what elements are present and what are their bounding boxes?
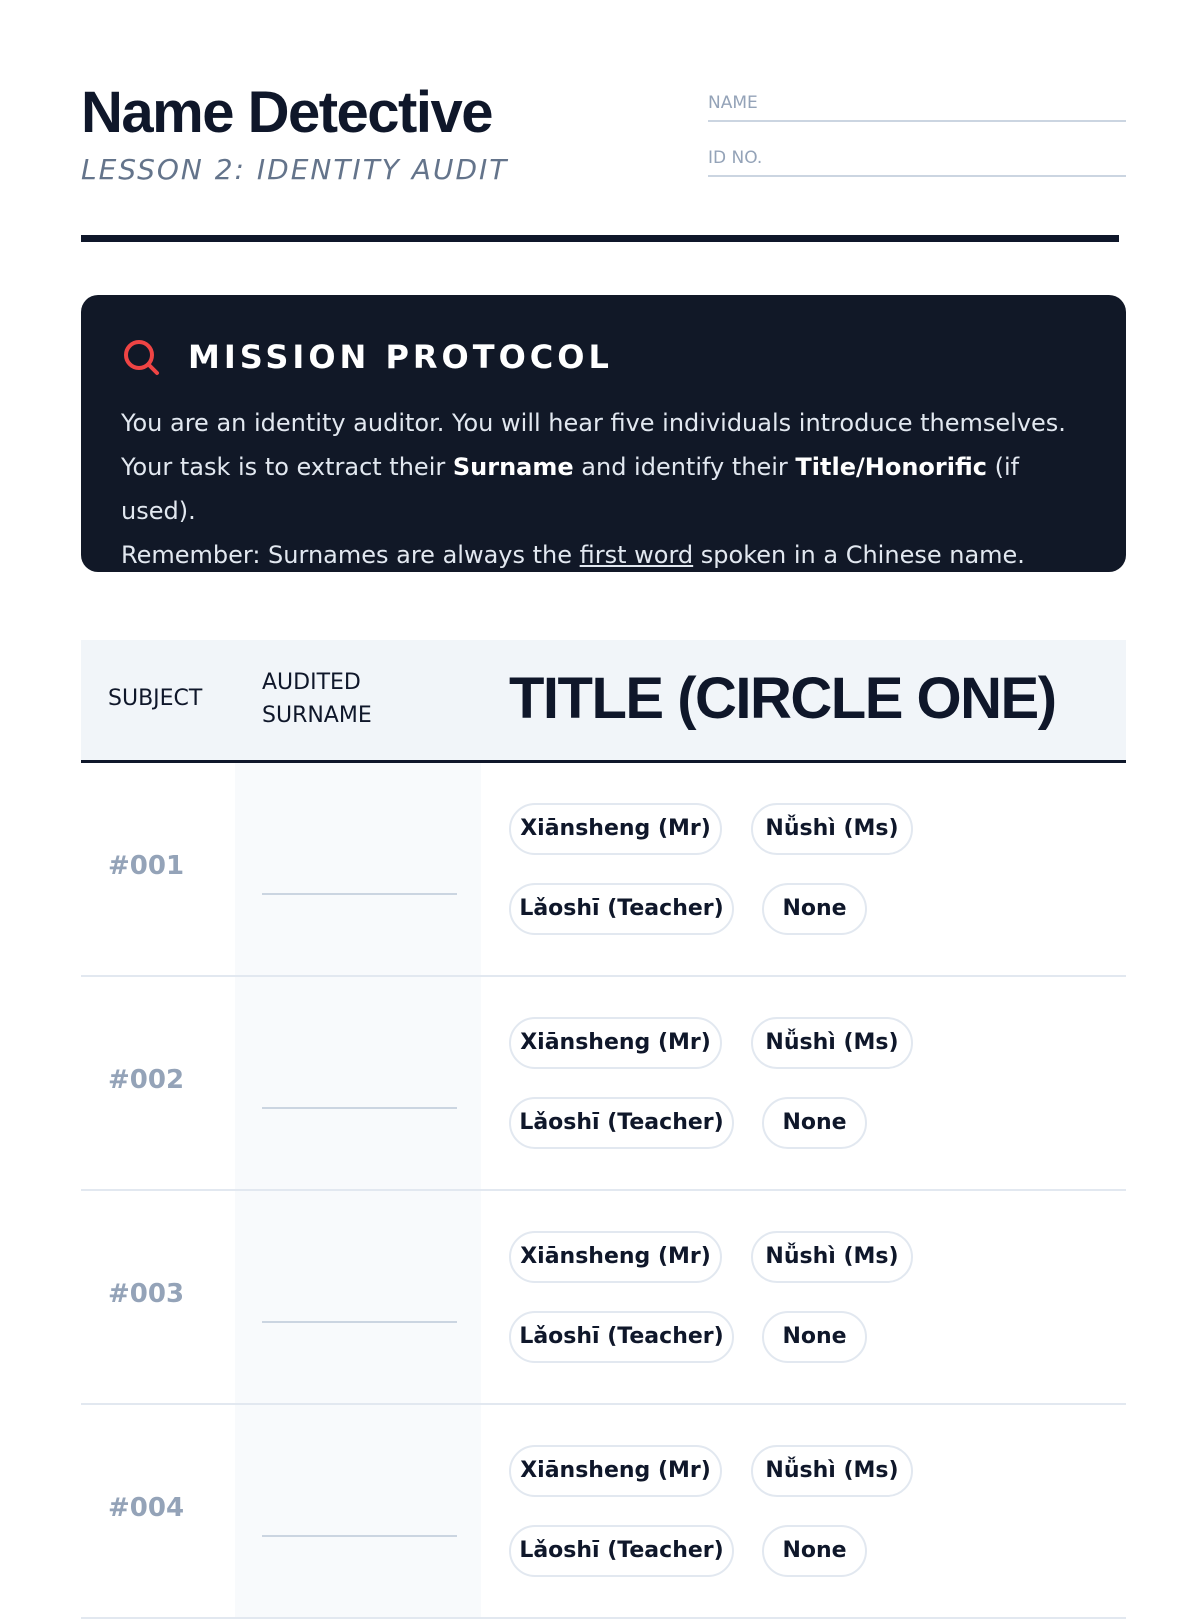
option-none[interactable]: None — [762, 1525, 867, 1577]
surname-answer-line[interactable] — [262, 893, 457, 895]
id-number-field-label: ID NO. — [708, 148, 763, 168]
subject-id: #001 — [108, 851, 185, 881]
id-number-field[interactable] — [708, 147, 1126, 177]
mission-text: spoken in a Chinese name. — [693, 541, 1025, 569]
worksheet-header — [81, 0, 1119, 242]
surname-cell — [235, 1191, 481, 1403]
surname-emphasis: Surname — [452, 453, 574, 481]
mission-text: (if used). — [121, 453, 1020, 525]
mission-text: Your task is to extract their — [121, 453, 453, 481]
mission-line-2 — [121, 445, 1101, 533]
option-teacher[interactable]: Lǎoshī (Teacher) — [509, 1525, 734, 1577]
option-mr[interactable]: Xiānsheng (Mr) — [509, 1445, 722, 1497]
mission-line-1: You are an identity auditor. You will hear five individuals introduce themselves. — [121, 409, 1066, 437]
title-emphasis: Title/Honorific — [795, 453, 987, 481]
column-header-surname — [262, 666, 432, 732]
mission-heading: MISSION PROTOCOL — [188, 338, 613, 376]
option-mr[interactable]: Xiānsheng (Mr) — [509, 803, 722, 855]
option-ms[interactable]: Nǚshì (Ms) — [751, 803, 913, 855]
table-row — [81, 977, 1126, 1191]
option-mr[interactable]: Xiānsheng (Mr) — [509, 1231, 722, 1283]
column-header-title: TITLE (CIRCLE ONE) — [509, 666, 1056, 731]
mission-protocol-box — [81, 295, 1126, 572]
mission-instructions — [121, 401, 1101, 577]
option-none[interactable]: None — [762, 1311, 867, 1363]
surname-answer-line[interactable] — [262, 1107, 457, 1109]
mission-line-3 — [121, 533, 1101, 577]
surname-answer-line[interactable] — [262, 1321, 457, 1323]
audit-table — [81, 640, 1126, 1619]
table-row — [81, 1405, 1126, 1619]
subject-id: #002 — [108, 1065, 185, 1095]
option-ms[interactable]: Nǚshì (Ms) — [751, 1017, 913, 1069]
page-title: Name Detective — [81, 80, 492, 145]
mission-text: Remember: Surnames are always the — [121, 541, 580, 569]
column-header-subject: SUBJECT — [108, 686, 203, 711]
option-teacher[interactable]: Lǎoshī (Teacher) — [509, 883, 734, 935]
surname-cell — [235, 1405, 481, 1617]
search-icon — [121, 337, 161, 377]
table-row — [81, 1191, 1126, 1405]
subject-id: #003 — [108, 1279, 185, 1309]
option-none[interactable]: None — [762, 883, 867, 935]
name-field-label: NAME — [708, 93, 758, 113]
option-teacher[interactable]: Lǎoshī (Teacher) — [509, 1311, 734, 1363]
subject-id: #004 — [108, 1493, 185, 1523]
surname-answer-line[interactable] — [262, 1535, 457, 1537]
surname-cell — [235, 763, 481, 975]
column-header-surname-line1: AUDITED — [262, 670, 361, 695]
mission-text: and identify their — [573, 453, 796, 481]
mission-heading-row — [121, 337, 613, 377]
table-header — [81, 640, 1126, 763]
option-none[interactable]: None — [762, 1097, 867, 1149]
option-mr[interactable]: Xiānsheng (Mr) — [509, 1017, 722, 1069]
surname-cell — [235, 977, 481, 1189]
option-ms[interactable]: Nǚshì (Ms) — [751, 1231, 913, 1283]
page-subtitle: LESSON 2: IDENTITY AUDIT — [81, 153, 509, 186]
option-teacher[interactable]: Lǎoshī (Teacher) — [509, 1097, 734, 1149]
column-header-surname-line2: SURNAME — [262, 703, 372, 728]
option-ms[interactable]: Nǚshì (Ms) — [751, 1445, 913, 1497]
first-word-emphasis: first word — [579, 541, 694, 569]
name-field[interactable] — [708, 92, 1126, 122]
table-row — [81, 763, 1126, 977]
